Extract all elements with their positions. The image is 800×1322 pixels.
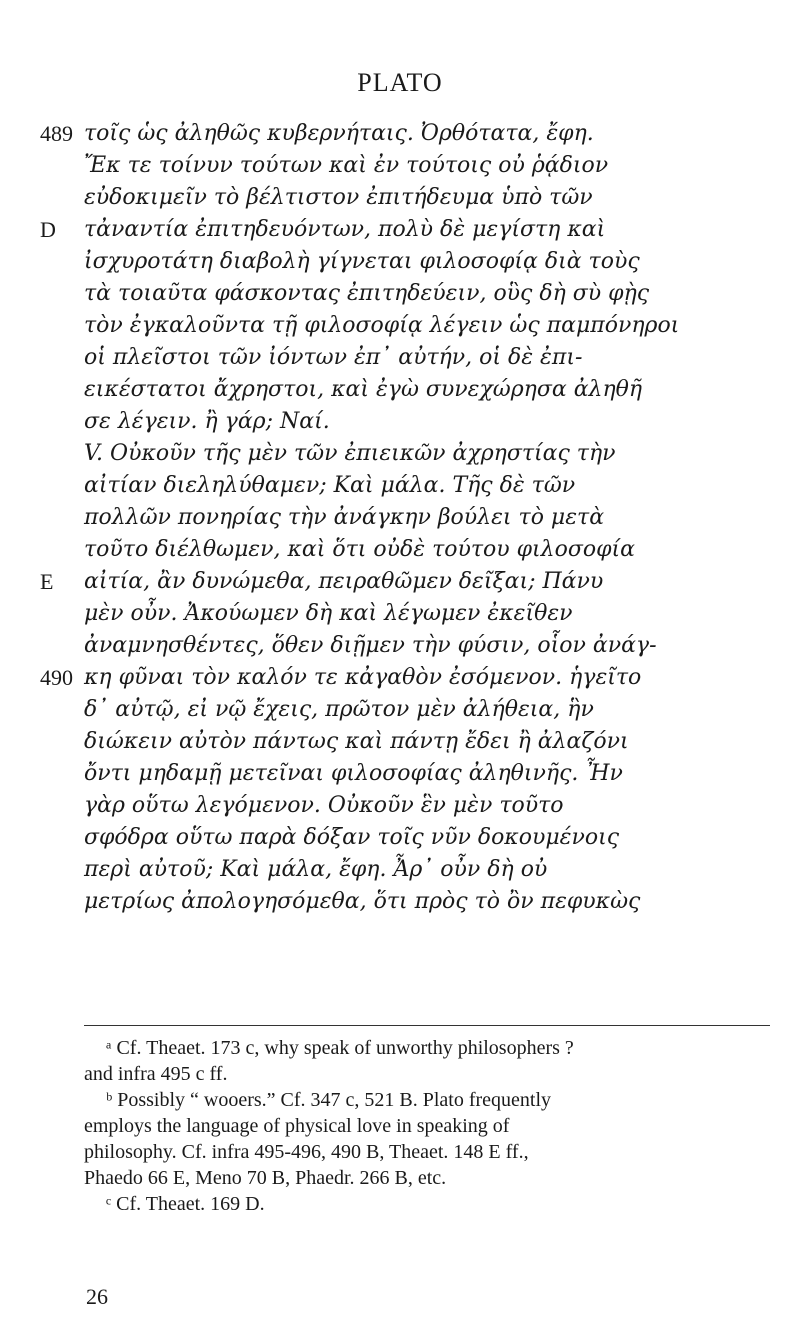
line-text: κη φῦναι τὸν καλόν τε κἀγαθὸν ἐσόμενον. ἡγεῖτο	[84, 665, 642, 690]
text-line	[0, 118, 800, 150]
text-line	[0, 598, 800, 630]
margin-reference: 489	[40, 121, 73, 146]
margin-reference: E	[40, 569, 54, 594]
line-text: Ἔκ τε τοίνυν τούτων καὶ ἐν τούτοις οὐ ῥᾴδιον	[84, 153, 609, 178]
text-line	[0, 694, 800, 726]
line-text: αἰτίαν διεληλύθαμεν; Καὶ μάλα. Τῆς δὲ τῶν	[84, 473, 576, 498]
margin-reference: D	[40, 217, 56, 242]
text-line	[0, 534, 800, 566]
line-text: τἀναντία ἐπιτηδευόντων, πολὺ δὲ μεγίστη καὶ	[84, 217, 606, 242]
text-line	[0, 182, 800, 214]
footnote-line: and infra 495 c ff.	[84, 1063, 228, 1085]
line-text: τὸν ἐγκαλοῦντα τῇ φιλοσοφίᾳ λέγειν ὡς παμπόνηροι	[84, 313, 680, 338]
line-text: γὰρ οὕτω λεγόμενον. Οὐκοῦν ἓν μὲν τοῦτο	[84, 793, 564, 818]
text-line	[0, 630, 800, 662]
line-text: V. Οὐκοῦν τῆς μὲν τῶν ἐπιεικῶν ἀχρηστίας τὴν	[84, 441, 616, 466]
text-line	[0, 342, 800, 374]
text-line	[0, 854, 800, 886]
text-line	[0, 150, 800, 182]
text-line	[0, 566, 800, 598]
running-header: PLATO	[357, 68, 443, 97]
line-text: τοῦτο διέλθωμεν, καὶ ὅτι οὐδὲ τούτου φιλοσοφία	[84, 537, 636, 562]
line-text: μετρίως ἀπολογησόμεθα, ὅτι πρὸς τὸ ὂν πεφυκὼς	[84, 889, 641, 914]
footnote-line: Phaedo 66 E, Meno 70 B, Phaedr. 266 B, etc.	[84, 1167, 447, 1189]
line-text: τοῖς ὡς ἀληθῶς κυβερνήταις. Ὀρθότατα, ἔφη.	[84, 121, 594, 146]
line-text: δ᾽ αὐτῷ, εἰ νῷ ἔχεις, πρῶτον μὲν ἀλήθεια, ἣν	[84, 697, 594, 722]
text-line	[0, 438, 800, 470]
text-line	[0, 758, 800, 790]
line-text: εὐδοκιμεῖν τὸ βέλτιστον ἐπιτήδευμα ὑπὸ τῶν	[84, 185, 593, 210]
footnote-line: ᵃ Cf. Theaet. 173 c, why speak of unworthy philosophers ?	[106, 1037, 574, 1059]
text-line	[0, 278, 800, 310]
line-text: σφόδρα οὕτω παρὰ δόξαν τοῖς νῦν δοκουμένοις	[84, 825, 620, 850]
footnote-divider	[84, 1025, 770, 1026]
footnote-line: philosophy. Cf. infra 495-496, 490 B, Theaet. 148 E ff.,	[84, 1141, 529, 1163]
line-text: ἀναμνησθέντες, ὅθεν διῇμεν τὴν φύσιν, οἷον ἀνάγ-	[84, 633, 657, 658]
text-line	[0, 662, 800, 694]
text-line	[0, 406, 800, 438]
text-line	[0, 214, 800, 246]
line-text: περὶ αὐτοῦ; Καὶ μάλα, ἔφη. Ἆρ᾽ οὖν δὴ οὐ	[84, 857, 548, 882]
footnotes	[84, 1035, 774, 1217]
line-text: πολλῶν πονηρίας τὴν ἀνάγκην βούλει τὸ μετὰ	[84, 505, 605, 530]
footnote-line: ᶜ Cf. Theaet. 169 D.	[106, 1193, 265, 1215]
line-text: διώκειν αὐτὸν πάντως καὶ πάντῃ ἔδει ἢ ἀλαζόνι	[84, 729, 629, 754]
text-line	[0, 470, 800, 502]
page-number: 26	[86, 1284, 108, 1309]
text-line	[0, 790, 800, 822]
footnote-line: ᵇ Possibly “ wooers.” Cf. 347 c, 521 B. Plato frequently	[106, 1089, 552, 1111]
margin-reference: 490	[40, 665, 73, 690]
text-line	[0, 502, 800, 534]
footnote-line: employs the language of physical love in speaking of	[84, 1115, 510, 1137]
line-text: τὰ τοιαῦτα φάσκοντας ἐπιτηδεύειν, οὓς δὴ σὺ φῂς	[84, 281, 650, 306]
line-text: οἱ πλεῖστοι τῶν ἰόντων ἐπ᾽ αὐτήν, οἱ δὲ ἐπι-	[84, 345, 583, 370]
line-text: ὄντι μηδαμῇ μετεῖναι φιλοσοφίας ἀληθινῆς. Ἦν	[84, 761, 623, 786]
line-text: εικέστατοι ἄχρηστοι, καὶ ἐγὼ συνεχώρησα ἀληθῆ	[84, 377, 643, 402]
text-line	[0, 246, 800, 278]
line-text: αἰτία, ἂν δυνώμεθα, πειραθῶμεν δεῖξαι; Πάνυ	[84, 569, 604, 594]
text-line	[0, 310, 800, 342]
line-text: ἰσχυροτάτη διαβολὴ γίγνεται φιλοσοφίᾳ διὰ τοὺς	[84, 249, 640, 274]
text-line	[0, 822, 800, 854]
line-text: σε λέγειν. ἢ γάρ; Ναί.	[84, 409, 330, 434]
text-line	[0, 886, 800, 918]
greek-text-body	[0, 118, 800, 918]
text-line	[0, 726, 800, 758]
line-text: μὲν οὖν. Ἀκούωμεν δὴ καὶ λέγωμεν ἐκεῖθεν	[84, 601, 573, 626]
text-line	[0, 374, 800, 406]
